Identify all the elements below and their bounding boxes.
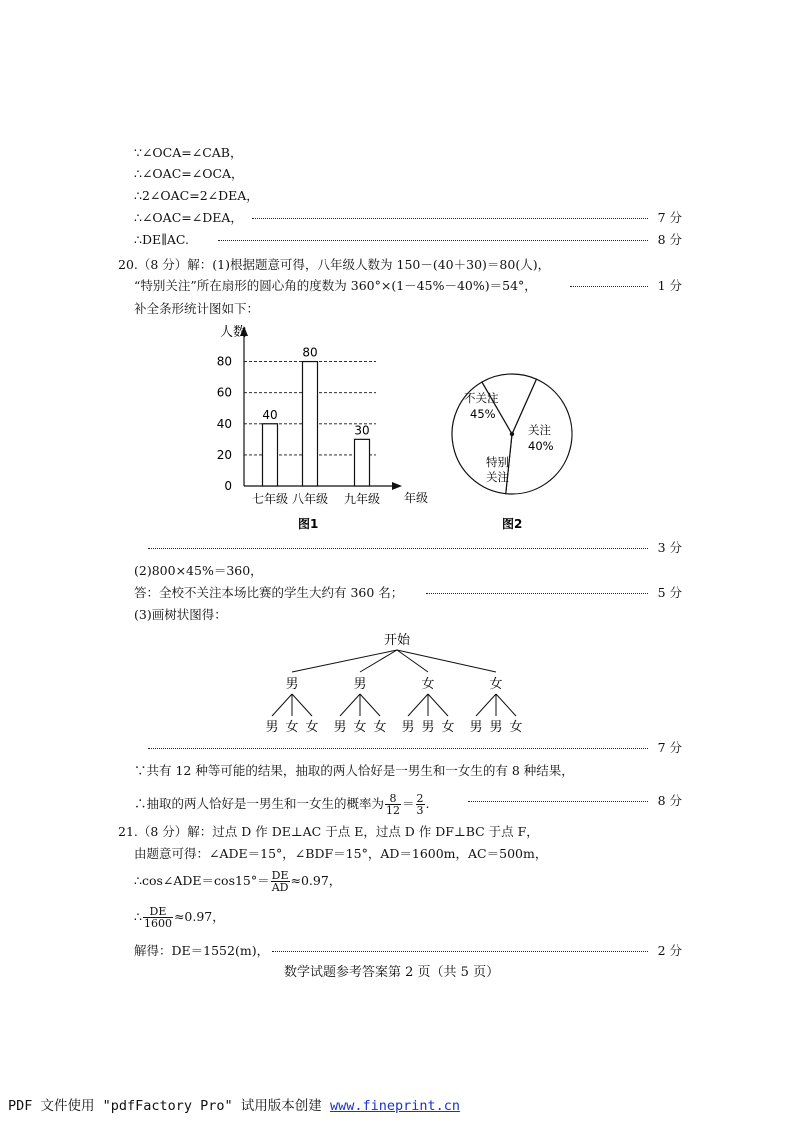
approx-text: ≈0.97， xyxy=(173,909,225,924)
score-mark: 5 分 xyxy=(657,585,682,600)
q20-score-line-7 xyxy=(134,740,682,756)
q20-line-5-text: 答：全校不关注本场比赛的学生大约有 360 名； xyxy=(134,585,404,600)
leader-dots xyxy=(570,286,648,287)
q20-line-7: ∵共有 12 种等可能的结果，抽取的两人恰好是一男生和一女生的有 8 种结果， xyxy=(134,763,574,778)
q21-line-1: 21.（8 分）解：过点 D 作 DE⊥AC 于点 E，过点 D 作 DF⊥BC 于点 F， xyxy=(118,824,539,839)
score-mark: 7 分 xyxy=(657,210,682,225)
tree-diagram xyxy=(244,628,564,738)
proof-line-4 xyxy=(134,210,682,226)
y-tick-label: 40 xyxy=(216,416,232,431)
fraction-8-12 xyxy=(385,793,401,816)
q20-line-2-text: “特别关注”所在扇形的圆心角的度数为 360°×(1－45%－40%)＝54°， xyxy=(134,278,537,293)
y-axis-label: 人数 xyxy=(220,325,247,340)
cos-text: ∴cos∠ADE＝cos15°＝ xyxy=(134,873,270,888)
q20-score-line-3 xyxy=(134,540,682,556)
fineprint-link[interactable]: www.fineprint.cn xyxy=(329,1098,460,1114)
leader-dots xyxy=(468,801,648,802)
figure-1-caption: 图1 xyxy=(298,517,319,531)
period: . xyxy=(425,796,430,811)
tree-l2-node: 女 xyxy=(509,720,523,735)
tree-l2-node: 男 xyxy=(401,720,415,735)
pdf-footer-text: PDF 文件使用 "pdfFactory Pro" 试用版本创建 xyxy=(8,1098,330,1114)
y-tick-label: 20 xyxy=(216,447,232,462)
fraction-numerator: 8 xyxy=(385,793,401,805)
proof-line-4-text: ∴∠OAC=∠DEA， xyxy=(134,210,243,225)
score-mark: 2 分 xyxy=(657,943,682,958)
leader-dots xyxy=(148,748,648,749)
y-tick-label: 80 xyxy=(216,354,232,369)
approx-text: ≈0.97， xyxy=(290,873,342,888)
bar xyxy=(303,362,318,486)
bar-data-label: 80 xyxy=(302,345,318,360)
tree-l1-node: 男 xyxy=(353,677,367,692)
fraction-de-1600 xyxy=(143,906,173,929)
tree-l1-node: 女 xyxy=(489,677,503,692)
q21-line-4 xyxy=(134,904,225,930)
tree-l2-node: 男 xyxy=(333,720,347,735)
leader-dots xyxy=(426,593,648,594)
score-mark: 8 分 xyxy=(657,232,682,247)
tree-l2-node: 女 xyxy=(305,720,319,735)
proof-line-5 xyxy=(134,232,682,248)
tree-l1-node: 男 xyxy=(285,677,299,692)
q20-line-1: 20.（8 分）解：(1)根据题意可得，八年级人数为 150－(40＋30)＝80(人)， xyxy=(118,257,551,272)
q20-line-2 xyxy=(134,278,682,294)
proof-line-2: ∴∠OAC=∠OCA， xyxy=(134,166,244,181)
x-axis-arrow xyxy=(392,482,402,490)
x-tick-label: 九年级 xyxy=(343,492,381,506)
leader-dots xyxy=(218,240,648,241)
fraction-denominator: AD xyxy=(271,881,289,894)
q21-line-5 xyxy=(134,943,682,959)
score-mark: 7 分 xyxy=(657,740,682,755)
score-mark: 1 分 xyxy=(657,278,682,293)
leader-dots xyxy=(148,548,648,549)
tree-l2-node: 女 xyxy=(441,720,455,735)
bar-data-label: 40 xyxy=(262,407,278,422)
page-footer: 数学试题参考答案第 2 页（共 5 页） xyxy=(284,965,500,980)
fraction-numerator: DE xyxy=(271,869,289,882)
tree-root: 开始 xyxy=(383,633,411,648)
leader-dots xyxy=(272,951,648,952)
y-tick-label: 60 xyxy=(216,385,232,400)
pie-center-dot xyxy=(510,432,514,436)
fraction-denominator: 1600 xyxy=(143,917,172,930)
figure-2-caption: 图2 xyxy=(502,517,523,531)
probability-text: ∴抽取的两人恰好是一男生和一女生的概率为 xyxy=(134,796,385,811)
pie-pct-concerned: 40% xyxy=(528,439,554,453)
q20-line-5 xyxy=(134,585,682,601)
fraction-numerator: DE xyxy=(143,906,173,918)
tree-l2-node: 女 xyxy=(285,720,299,735)
q21-line-3 xyxy=(134,868,341,894)
fraction-numerator: 2 xyxy=(416,792,424,805)
tree-l2-node: 女 xyxy=(353,720,367,735)
q21-line-2: 由题意可得：∠ADE＝15°，∠BDF＝15°，AD＝1600m，AC＝500m， xyxy=(134,846,548,861)
proof-line-5-text: ∴DE∥AC. xyxy=(134,232,189,247)
tree-l2-node: 男 xyxy=(469,720,483,735)
equals-sign: ＝ xyxy=(402,796,415,811)
proof-line-3: ∴2∠OAC=2∠DEA， xyxy=(134,188,259,203)
tree-l2-node: 男 xyxy=(265,720,279,735)
fraction-de-ad xyxy=(271,870,290,893)
fraction-2-3 xyxy=(416,793,425,816)
bar xyxy=(355,439,370,486)
tree-l1-node: 女 xyxy=(421,677,435,692)
score-mark: 3 分 xyxy=(657,540,682,555)
pie-label-unconcerned: 不关注 xyxy=(464,391,499,405)
proof-line-1: ∵∠OCA=∠CAB， xyxy=(134,145,243,160)
pie-pct-unconcerned: 45% xyxy=(470,407,496,421)
q20-line-8-text xyxy=(134,793,430,816)
pie-label-special-2: 关注 xyxy=(486,470,509,484)
q20-line-6: (3)画树状图得： xyxy=(134,607,227,622)
therefore-symbol: ∴ xyxy=(134,909,142,924)
fraction-denominator: 3 xyxy=(416,804,424,817)
pdf-creator-footer xyxy=(8,1094,460,1114)
q20-line-4: (2)800×45%＝360， xyxy=(134,563,263,578)
fraction-denominator: 12 xyxy=(386,804,401,817)
tree-l2-node: 男 xyxy=(489,720,503,735)
bar xyxy=(263,424,278,486)
tree-l2-node: 女 xyxy=(373,720,387,735)
leader-dots xyxy=(252,218,648,219)
q20-line-8 xyxy=(134,790,682,817)
bar-chart xyxy=(200,322,460,532)
pie-label-concerned: 关注 xyxy=(528,423,551,437)
x-axis-label: 年级 xyxy=(404,491,429,505)
pie-label-special-1: 特别 xyxy=(486,455,509,469)
x-tick-label: 七年级 xyxy=(251,492,289,506)
q20-line-3: 补全条形统计图如下： xyxy=(134,301,260,316)
bar-data-label: 30 xyxy=(354,423,370,438)
y-tick-label: 0 xyxy=(224,479,232,493)
score-mark: 8 分 xyxy=(657,793,682,808)
q21-line-5-text: 解得：DE＝1552(m)， xyxy=(134,943,270,958)
tree-l2-node: 男 xyxy=(421,720,435,735)
x-tick-label: 八年级 xyxy=(291,492,329,506)
